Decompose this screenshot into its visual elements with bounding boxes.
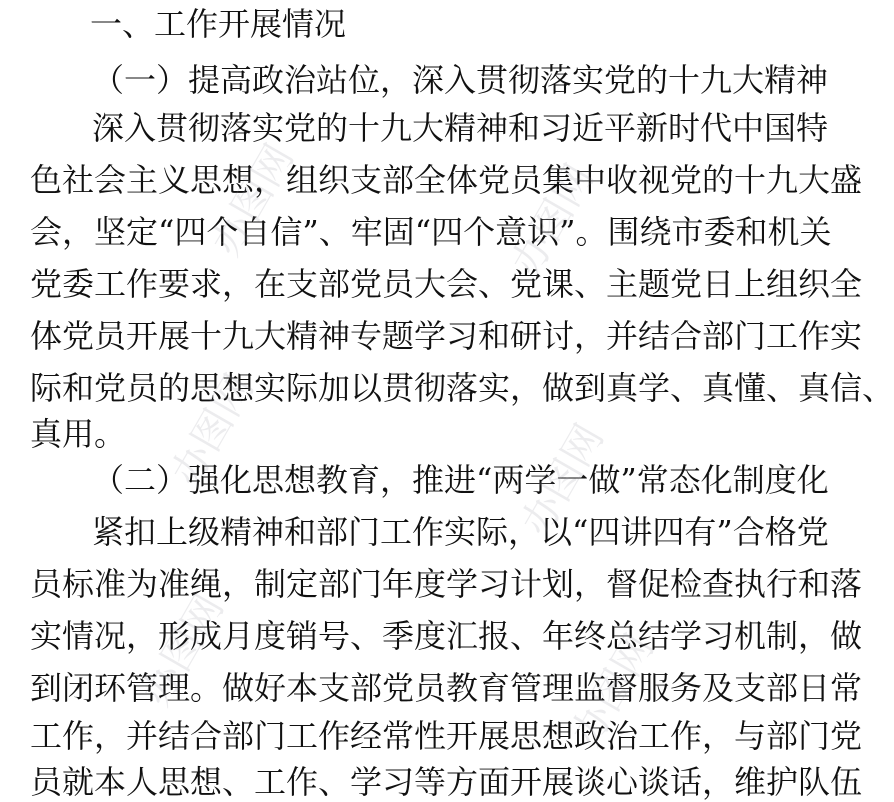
watermark: 办图网: [503, 156, 603, 284]
paragraph-2-line-1: 紧扣上级精神和部门工作实际，以“四讲四有”合格党: [92, 513, 829, 551]
paragraph-1-line-4: 党委工作要求，在支部党员大会、党课、主题党日上组织全: [30, 265, 863, 303]
paragraph-1-line-5: 体党员开展十九大精神专题学习和研讨，并结合部门工作实: [30, 317, 863, 355]
watermark: 办图网: [133, 586, 233, 714]
section-heading: 一、工作开展情况: [90, 5, 347, 43]
subsection-1-title: （一）提高政治站位，深入贯彻落实党的十九大精神: [92, 61, 829, 99]
subsection-2-title: （二）强化思想教育，推进“两学一做”常态化制度化: [92, 461, 829, 499]
paragraph-1-line-6: 际和党员的思想实际加以贯彻落实，做到真学、真懂、真信、: [30, 369, 894, 407]
paragraph-1-line-3: 会，坚定“四个自信”、牢固“四个意识”。围绕市委和机关: [30, 213, 832, 251]
paragraph-1-line-2: 色社会主义思想，组织支部全体党员集中收视党的十九大盛: [30, 161, 863, 199]
watermark: 办图网: [513, 416, 613, 544]
watermark: 办图网: [563, 626, 663, 754]
paragraph-2-line-6: 员就本人思想、工作、学习等方面开展谈心谈话，维护队伍: [30, 763, 863, 801]
watermark: 办图网: [203, 136, 303, 264]
paragraph-1-line-1: 深入贯彻落实党的十九大精神和习近平新时代中国特: [92, 109, 829, 147]
watermark: 办图网: [163, 366, 263, 494]
paragraph-1-line-7: 真用。: [30, 415, 127, 453]
paragraph-2-line-2: 员标准为准绳，制定部门年度学习计划，督促检查执行和落: [30, 565, 863, 603]
paragraph-2-line-3: 实情况，形成月度销号、季度汇报、年终总结学习机制，做: [30, 617, 863, 655]
paragraph-2-line-5: 工作，并结合部门工作经常性开展思想政治工作，与部门党: [30, 717, 863, 755]
paragraph-2-line-4: 到闭环管理。做好本支部党员教育管理监督服务及支部日常: [30, 669, 863, 707]
